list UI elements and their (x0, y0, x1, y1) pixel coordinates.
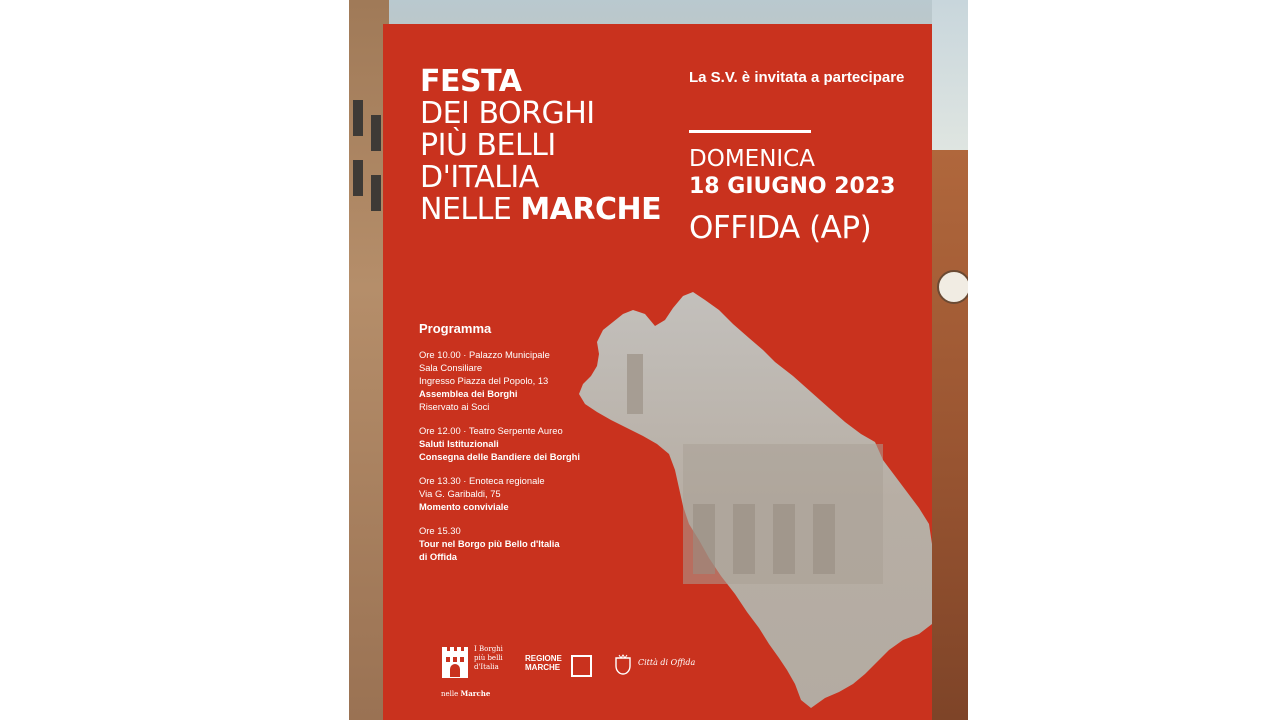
map-arch-shape (733, 504, 755, 574)
event-title (420, 66, 661, 226)
program-line: Ore 12.00 · Teatro Serpente Aureo (419, 425, 563, 436)
regione-marche-logo (525, 654, 562, 672)
citta-offida-logo (608, 654, 698, 678)
map-arch-shape (693, 504, 715, 574)
divider-line (689, 130, 811, 133)
castle-icon (441, 646, 469, 678)
title-line: FESTA (420, 64, 522, 99)
regione-line: REGIONE (525, 654, 562, 663)
map-tower-shape (627, 354, 643, 414)
title-line: D'ITALIA (420, 160, 539, 195)
background-window (353, 100, 363, 136)
program-item (419, 424, 609, 463)
borghi-sub-prefix: nelle (441, 690, 459, 698)
title-line (420, 194, 661, 226)
background-clock-tower (932, 150, 968, 720)
program-line-bold: Saluti Istituzionali (419, 438, 499, 449)
borghi-line: più belli (474, 654, 503, 662)
poster-card (383, 24, 932, 720)
program-line-bold: Tour nel Borgo più Bello d'Italia (419, 538, 560, 549)
borghi-sub (441, 689, 490, 698)
invitation-text: La S.V. è invitata a partecipare (689, 69, 905, 86)
program-item (419, 348, 609, 413)
event-place: OFFIDA (AP) (689, 210, 872, 246)
program-line: Ingresso Piazza del Popolo, 13 (419, 375, 549, 386)
program-line: Sala Consiliare (419, 362, 483, 373)
sponsor-logos (441, 642, 701, 702)
program-line: Riservato ai Soci (419, 401, 490, 412)
title-marche: MARCHE (520, 192, 662, 227)
background-sky (932, 0, 968, 150)
event-date: 18 GIUGNO 2023 (689, 174, 896, 199)
event-day: DOMENICA (689, 146, 815, 172)
program-line-bold: Consegna delle Bandiere dei Borghi (419, 451, 580, 462)
background-window (371, 115, 381, 151)
map-arch-shape (813, 504, 835, 574)
background-window (353, 160, 363, 196)
title-line: DEI BORGHI (420, 96, 595, 131)
borghi-sub-bold: Marche (460, 689, 491, 698)
program-line: Ore 15.30 (419, 525, 461, 536)
program-line-bold: di Offida (419, 551, 458, 562)
program-line-bold: Assemblea dei Borghi (419, 388, 518, 399)
title-nelle: NELLE (420, 192, 512, 227)
title-line: PIÙ BELLI (420, 128, 556, 163)
program-line: Ore 10.00 · Palazzo Municipale (419, 349, 550, 360)
offida-text: Città di Offida (638, 658, 696, 667)
program-item (419, 524, 609, 563)
program-line: Via G. Garibaldi, 75 (419, 488, 501, 499)
borghi-line: d'Italia (474, 663, 499, 671)
borghi-logo-text (474, 645, 503, 672)
background-window (371, 175, 381, 211)
borghi-logo (441, 644, 521, 700)
regione-line: MARCHE (525, 663, 561, 672)
coat-of-arms-icon (614, 654, 632, 676)
clock-icon (937, 270, 968, 304)
program-line-bold: Momento conviviale (419, 501, 509, 512)
borghi-line: I Borghi (474, 645, 503, 653)
map-arch-shape (773, 504, 795, 574)
program-section (419, 321, 609, 574)
program-heading: Programma (419, 321, 492, 336)
program-item (419, 474, 609, 513)
program-line: Ore 13.30 · Enoteca regionale (419, 475, 545, 486)
regione-emblem-icon (571, 655, 592, 677)
